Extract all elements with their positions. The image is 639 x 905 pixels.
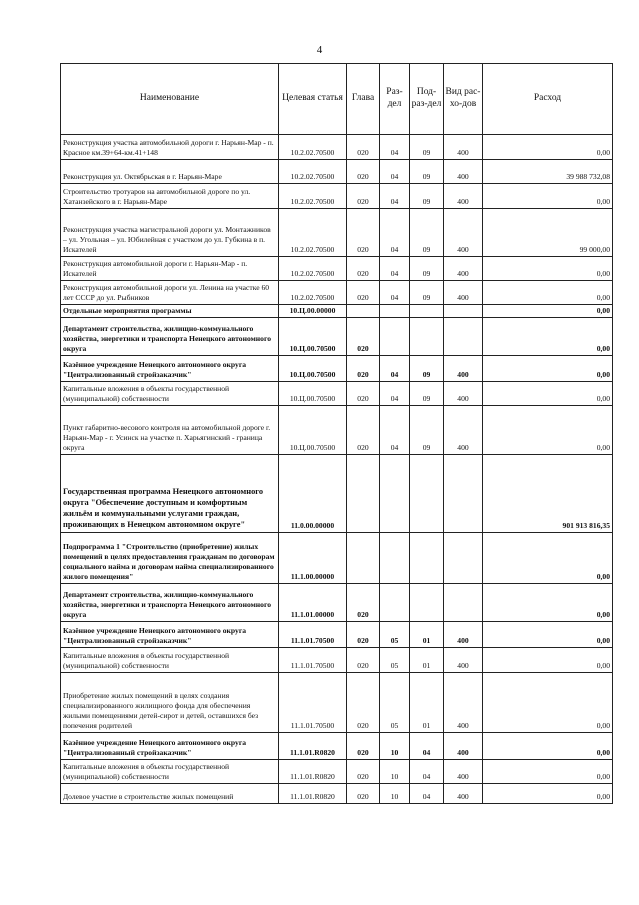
cell-name: Департамент строительства, жилищно-коммунального хозяйства, энергетики и транспорта Ненецкого автономного округа bbox=[61, 317, 279, 355]
cell-amount: 0,00 bbox=[483, 405, 613, 454]
cell-section: 10 bbox=[380, 759, 410, 783]
cell-chapter: 020 bbox=[347, 405, 380, 454]
cell-amount: 39 988 732,08 bbox=[483, 160, 613, 184]
cell-code: 10.Ц.00.70500 bbox=[279, 317, 347, 355]
cell-subsection bbox=[410, 532, 444, 583]
cell-exp-type: 400 bbox=[444, 184, 483, 209]
cell-name: Реконструкция участка автомобильной дороги г. Нарьян-Мар - п. Красное км.39+64-км.41+148 bbox=[61, 135, 279, 160]
cell-subsection bbox=[410, 305, 444, 318]
header-exp-type: Вид рас-хо-дов bbox=[444, 64, 483, 135]
cell-section bbox=[380, 583, 410, 621]
table-row bbox=[61, 381, 613, 405]
table-row bbox=[61, 317, 613, 355]
cell-section bbox=[380, 454, 410, 532]
cell-section: 10 bbox=[380, 732, 410, 759]
cell-amount: 0,00 bbox=[483, 305, 613, 318]
cell-amount: 0,00 bbox=[483, 672, 613, 732]
table-row bbox=[61, 454, 613, 532]
cell-amount: 0,00 bbox=[483, 583, 613, 621]
cell-exp-type bbox=[444, 583, 483, 621]
cell-code: 10.Ц.00.70500 bbox=[279, 355, 347, 381]
header-name: Наименование bbox=[61, 64, 279, 135]
cell-chapter: 020 bbox=[347, 209, 380, 257]
cell-subsection: 04 bbox=[410, 732, 444, 759]
cell-amount: 0,00 bbox=[483, 759, 613, 783]
cell-chapter: 020 bbox=[347, 381, 380, 405]
cell-code: 10.2.02.70500 bbox=[279, 209, 347, 257]
cell-amount: 0,00 bbox=[483, 135, 613, 160]
cell-chapter: 020 bbox=[347, 355, 380, 381]
cell-section bbox=[380, 532, 410, 583]
table-row bbox=[61, 257, 613, 281]
cell-name: Реконструкция ул. Октябрьская в г. Нарьян-Маре bbox=[61, 160, 279, 184]
cell-name: Казённое учреждение Ненецкого автономного округа "Централизованный стройзаказчик" bbox=[61, 732, 279, 759]
cell-code: 11.1.01.R0820 bbox=[279, 783, 347, 803]
cell-name: Строительство тротуаров на автомобильной дороге по ул. Хатанзейского в г. Нарьян-Маре bbox=[61, 184, 279, 209]
cell-chapter: 020 bbox=[347, 160, 380, 184]
cell-exp-type: 400 bbox=[444, 405, 483, 454]
cell-name: Реконструкция автомобильной дороги г. Нарьян-Мар - п. Искателей bbox=[61, 257, 279, 281]
cell-section: 10 bbox=[380, 783, 410, 803]
cell-section: 04 bbox=[380, 381, 410, 405]
table-row bbox=[61, 405, 613, 454]
cell-section bbox=[380, 305, 410, 318]
cell-subsection bbox=[410, 317, 444, 355]
cell-code: 11.0.00.00000 bbox=[279, 454, 347, 532]
cell-chapter: 020 bbox=[347, 759, 380, 783]
cell-name: Капитальные вложения в объекты государственной (муниципальной) собственности bbox=[61, 759, 279, 783]
cell-section: 04 bbox=[380, 405, 410, 454]
cell-subsection: 09 bbox=[410, 355, 444, 381]
cell-exp-type: 400 bbox=[444, 783, 483, 803]
cell-subsection: 09 bbox=[410, 405, 444, 454]
header-chapter: Глава bbox=[347, 64, 380, 135]
cell-name: Капитальные вложения в объекты государственной (муниципальной) собственности bbox=[61, 647, 279, 672]
cell-section bbox=[380, 317, 410, 355]
cell-code: 11.1.00.00000 bbox=[279, 532, 347, 583]
table-row bbox=[61, 759, 613, 783]
cell-code: 11.1.01.R0820 bbox=[279, 759, 347, 783]
cell-chapter: 020 bbox=[347, 317, 380, 355]
cell-subsection: 09 bbox=[410, 281, 444, 305]
cell-section: 05 bbox=[380, 621, 410, 647]
cell-subsection: 01 bbox=[410, 672, 444, 732]
cell-code: 10.Ц.00.00000 bbox=[279, 305, 347, 318]
cell-name: Отдельные мероприятия программы bbox=[61, 305, 279, 318]
cell-exp-type bbox=[444, 532, 483, 583]
table-header bbox=[61, 64, 613, 135]
table-row bbox=[61, 621, 613, 647]
cell-chapter bbox=[347, 532, 380, 583]
cell-amount: 0,00 bbox=[483, 621, 613, 647]
cell-subsection: 09 bbox=[410, 160, 444, 184]
cell-section: 04 bbox=[380, 209, 410, 257]
cell-name: Капитальные вложения в объекты государственной (муниципальной) собственности bbox=[61, 381, 279, 405]
cell-chapter: 020 bbox=[347, 647, 380, 672]
cell-section: 04 bbox=[380, 160, 410, 184]
cell-exp-type: 400 bbox=[444, 355, 483, 381]
cell-code: 11.1.01.70500 bbox=[279, 621, 347, 647]
cell-section: 04 bbox=[380, 281, 410, 305]
header-target: Целевая статья bbox=[279, 64, 347, 135]
cell-amount: 0,00 bbox=[483, 281, 613, 305]
cell-name: Долевое участие в строительстве жилых помещений bbox=[61, 783, 279, 803]
cell-name: Департамент строительства, жилищно-коммунального хозяйства, энергетики и транспорта Ненецкого автономного округа bbox=[61, 583, 279, 621]
cell-name: Реконструкция участка магистральной дороги ул. Монтажников – ул. Угольная – ул. Юбилейная с участком до ул. Губкина в п. Искателей bbox=[61, 209, 279, 257]
cell-exp-type: 400 bbox=[444, 647, 483, 672]
cell-exp-type bbox=[444, 317, 483, 355]
table-row bbox=[61, 355, 613, 381]
cell-amount: 0,00 bbox=[483, 647, 613, 672]
cell-amount: 0,00 bbox=[483, 317, 613, 355]
table-row bbox=[61, 135, 613, 160]
cell-subsection: 09 bbox=[410, 257, 444, 281]
cell-chapter: 020 bbox=[347, 621, 380, 647]
cell-exp-type bbox=[444, 454, 483, 532]
cell-code: 11.1.01.70500 bbox=[279, 647, 347, 672]
cell-subsection: 09 bbox=[410, 135, 444, 160]
cell-code: 10.2.02.70500 bbox=[279, 184, 347, 209]
table-row bbox=[61, 583, 613, 621]
cell-chapter bbox=[347, 305, 380, 318]
cell-amount: 0,00 bbox=[483, 732, 613, 759]
cell-code: 10.Ц.00.70500 bbox=[279, 405, 347, 454]
cell-subsection: 04 bbox=[410, 759, 444, 783]
cell-chapter: 020 bbox=[347, 732, 380, 759]
cell-subsection: 09 bbox=[410, 184, 444, 209]
cell-code: 10.2.02.70500 bbox=[279, 281, 347, 305]
cell-amount: 901 913 816,35 bbox=[483, 454, 613, 532]
cell-name: Казённое учреждение Ненецкого автономного округа "Централизованный стройзаказчик" bbox=[61, 621, 279, 647]
table-row bbox=[61, 732, 613, 759]
table-row bbox=[61, 209, 613, 257]
cell-amount: 0,00 bbox=[483, 184, 613, 209]
cell-code: 10.Ц.00.70500 bbox=[279, 381, 347, 405]
cell-chapter: 020 bbox=[347, 135, 380, 160]
cell-exp-type: 400 bbox=[444, 672, 483, 732]
header-section: Раз-дел bbox=[380, 64, 410, 135]
cell-exp-type: 400 bbox=[444, 257, 483, 281]
cell-exp-type bbox=[444, 305, 483, 318]
cell-amount: 0,00 bbox=[483, 355, 613, 381]
cell-subsection: 04 bbox=[410, 783, 444, 803]
cell-code: 11.1.01.70500 bbox=[279, 672, 347, 732]
cell-code: 11.1.01.R0820 bbox=[279, 732, 347, 759]
cell-exp-type: 400 bbox=[444, 732, 483, 759]
cell-name: Казённое учреждение Ненецкого автономного округа "Централизованный стройзаказчик" bbox=[61, 355, 279, 381]
cell-subsection: 01 bbox=[410, 647, 444, 672]
cell-amount: 0,00 bbox=[483, 532, 613, 583]
cell-chapter bbox=[347, 454, 380, 532]
cell-section: 04 bbox=[380, 184, 410, 209]
cell-chapter: 020 bbox=[347, 184, 380, 209]
header-expense: Расход bbox=[483, 64, 613, 135]
table-row bbox=[61, 783, 613, 803]
cell-chapter: 020 bbox=[347, 281, 380, 305]
cell-name: Приобретение жилых помещений в целях создания специализированного жилищного фонда для обеспечения жилыми помещениями детей-сирот и детей, оставшихся без попечения родителей bbox=[61, 672, 279, 732]
header-subsection: Под-раз-дел bbox=[410, 64, 444, 135]
cell-exp-type: 400 bbox=[444, 621, 483, 647]
cell-subsection: 01 bbox=[410, 621, 444, 647]
cell-section: 04 bbox=[380, 355, 410, 381]
cell-subsection: 09 bbox=[410, 209, 444, 257]
cell-code: 10.2.02.70500 bbox=[279, 257, 347, 281]
cell-amount: 0,00 bbox=[483, 783, 613, 803]
table-row bbox=[61, 281, 613, 305]
table-row bbox=[61, 305, 613, 318]
cell-subsection: 09 bbox=[410, 381, 444, 405]
cell-code: 11.1.01.00000 bbox=[279, 583, 347, 621]
cell-section: 04 bbox=[380, 257, 410, 281]
cell-subsection bbox=[410, 583, 444, 621]
cell-chapter: 020 bbox=[347, 583, 380, 621]
cell-exp-type: 400 bbox=[444, 135, 483, 160]
cell-code: 10.2.02.70500 bbox=[279, 160, 347, 184]
cell-section: 05 bbox=[380, 672, 410, 732]
cell-subsection bbox=[410, 454, 444, 532]
budget-table bbox=[60, 63, 613, 804]
cell-exp-type: 400 bbox=[444, 209, 483, 257]
cell-amount: 0,00 bbox=[483, 381, 613, 405]
cell-amount: 0,00 bbox=[483, 257, 613, 281]
cell-amount: 99 000,00 bbox=[483, 209, 613, 257]
table-row bbox=[61, 532, 613, 583]
cell-name: Пункт габаритно-весового контроля на автомобильной дороге г. Нарьян-Мар - г. Усинск на участке п. Харьягинский - граница округа bbox=[61, 405, 279, 454]
cell-name: Подпрограмма 1 "Строительство (приобретение) жилых помещений в целях предоставления гражданам по договорам социального найма и договорам найма специализированного жилого помещения" bbox=[61, 532, 279, 583]
cell-chapter: 020 bbox=[347, 783, 380, 803]
cell-exp-type: 400 bbox=[444, 381, 483, 405]
table-row bbox=[61, 647, 613, 672]
table-body bbox=[61, 135, 613, 804]
cell-name: Государственная программа Ненецкого автономного округа "Обеспечение доступным и комфортным жильём и коммунальными услугами граждан, проживающих в Ненецком автономном округе" bbox=[61, 454, 279, 532]
table-row bbox=[61, 160, 613, 184]
cell-section: 04 bbox=[380, 135, 410, 160]
cell-name: Реконструкция автомобильной дороги ул. Ленина на участке 60 лет СССР до ул. Рыбников bbox=[61, 281, 279, 305]
page-number: 4 bbox=[316, 44, 323, 56]
cell-chapter: 020 bbox=[347, 257, 380, 281]
cell-code: 10.2.02.70500 bbox=[279, 135, 347, 160]
cell-chapter: 020 bbox=[347, 672, 380, 732]
cell-exp-type: 400 bbox=[444, 160, 483, 184]
cell-exp-type: 400 bbox=[444, 759, 483, 783]
table-row bbox=[61, 184, 613, 209]
table-row bbox=[61, 672, 613, 732]
cell-exp-type: 400 bbox=[444, 281, 483, 305]
cell-section: 05 bbox=[380, 647, 410, 672]
